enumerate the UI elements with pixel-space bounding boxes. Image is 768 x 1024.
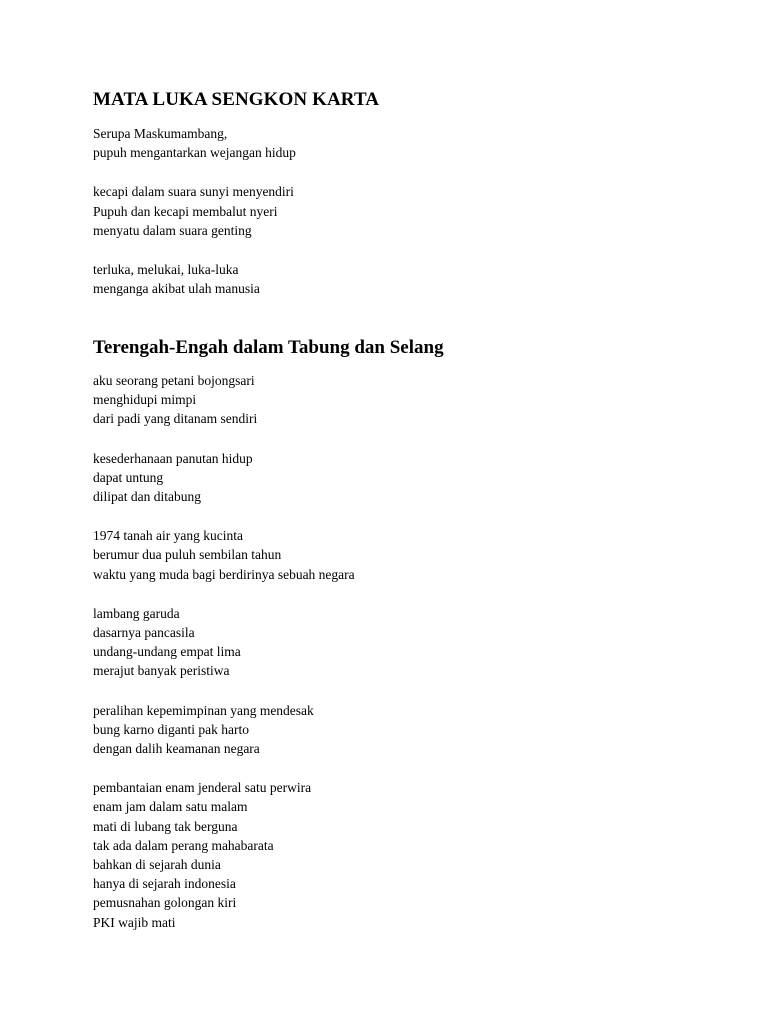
poem-title: MATA LUKA SENGKON KARTA [93, 89, 380, 110]
stanza [93, 604, 444, 681]
poem-line: pupuh mengantarkan wejangan hidup [93, 145, 296, 161]
stanza [93, 778, 444, 932]
poem-line: dari padi yang ditanam sendiri [93, 411, 258, 427]
poem-title: Terengah-Engah dalam Tabung dan Selang [93, 337, 444, 358]
poem-line: tak ada dalam perang mahabarata [93, 837, 274, 853]
poem-line: waktu yang muda bagi berdirinya sebuah negara [93, 566, 355, 582]
poem-line: Serupa Maskumambang, [93, 126, 228, 141]
poem-line: bung karno diganti pak harto [93, 721, 249, 737]
stanza [93, 124, 379, 162]
poem-line: enam jam dalam satu malam [93, 799, 248, 815]
stanza [93, 449, 444, 507]
poem-line: PKI wajib mati [93, 914, 176, 930]
poem-terengah-engah [93, 336, 444, 952]
poem-title-wrap [93, 88, 379, 112]
poem-line: pemusnahan golongan kiri [93, 895, 237, 911]
poem-line: terluka, melukai, luka-luka [93, 262, 239, 278]
poem-line: 1974 tanah air yang kucinta [93, 528, 243, 544]
poem-line: dapat untung [93, 469, 164, 485]
poem-line: peralihan kepemimpinan yang mendesak [93, 702, 314, 718]
poem-line: Pupuh dan kecapi membalut nyeri [93, 203, 278, 219]
poem-mata-luka [93, 88, 379, 318]
poem-line: dengan dalih keamanan negara [93, 741, 260, 757]
poem-line: mati di lubang tak berguna [93, 818, 238, 834]
poem-line: kesederhanaan panutan hidup [93, 450, 253, 466]
poem-line: merajut banyak peristiwa [93, 663, 230, 679]
poem-line: dasarnya pancasila [93, 625, 195, 641]
poem-line: dilipat dan ditabung [93, 489, 201, 505]
stanza [93, 701, 444, 759]
poem-line: aku seorang petani bojongsari [93, 373, 255, 388]
poem-line: menganga akibat ulah manusia [93, 281, 260, 297]
poem-title-wrap [93, 336, 444, 360]
poem-line: berumur dua puluh sembilan tahun [93, 547, 282, 563]
poem-line: menyatu dalam suara genting [93, 222, 252, 238]
poem-line: bahkan di sejarah dunia [93, 857, 221, 873]
poem-line: undang-undang empat lima [93, 644, 241, 660]
poem-line: menghidupi mimpi [93, 392, 197, 408]
stanza [93, 371, 444, 429]
stanza [93, 182, 379, 240]
poem-line: hanya di sejarah indonesia [93, 876, 236, 892]
stanza [93, 260, 379, 298]
poem-line: kecapi dalam suara sunyi menyendiri [93, 184, 294, 200]
stanza [93, 526, 444, 584]
poem-line: pembantaian enam jenderal satu perwira [93, 780, 312, 796]
poem-line: lambang garuda [93, 605, 180, 621]
